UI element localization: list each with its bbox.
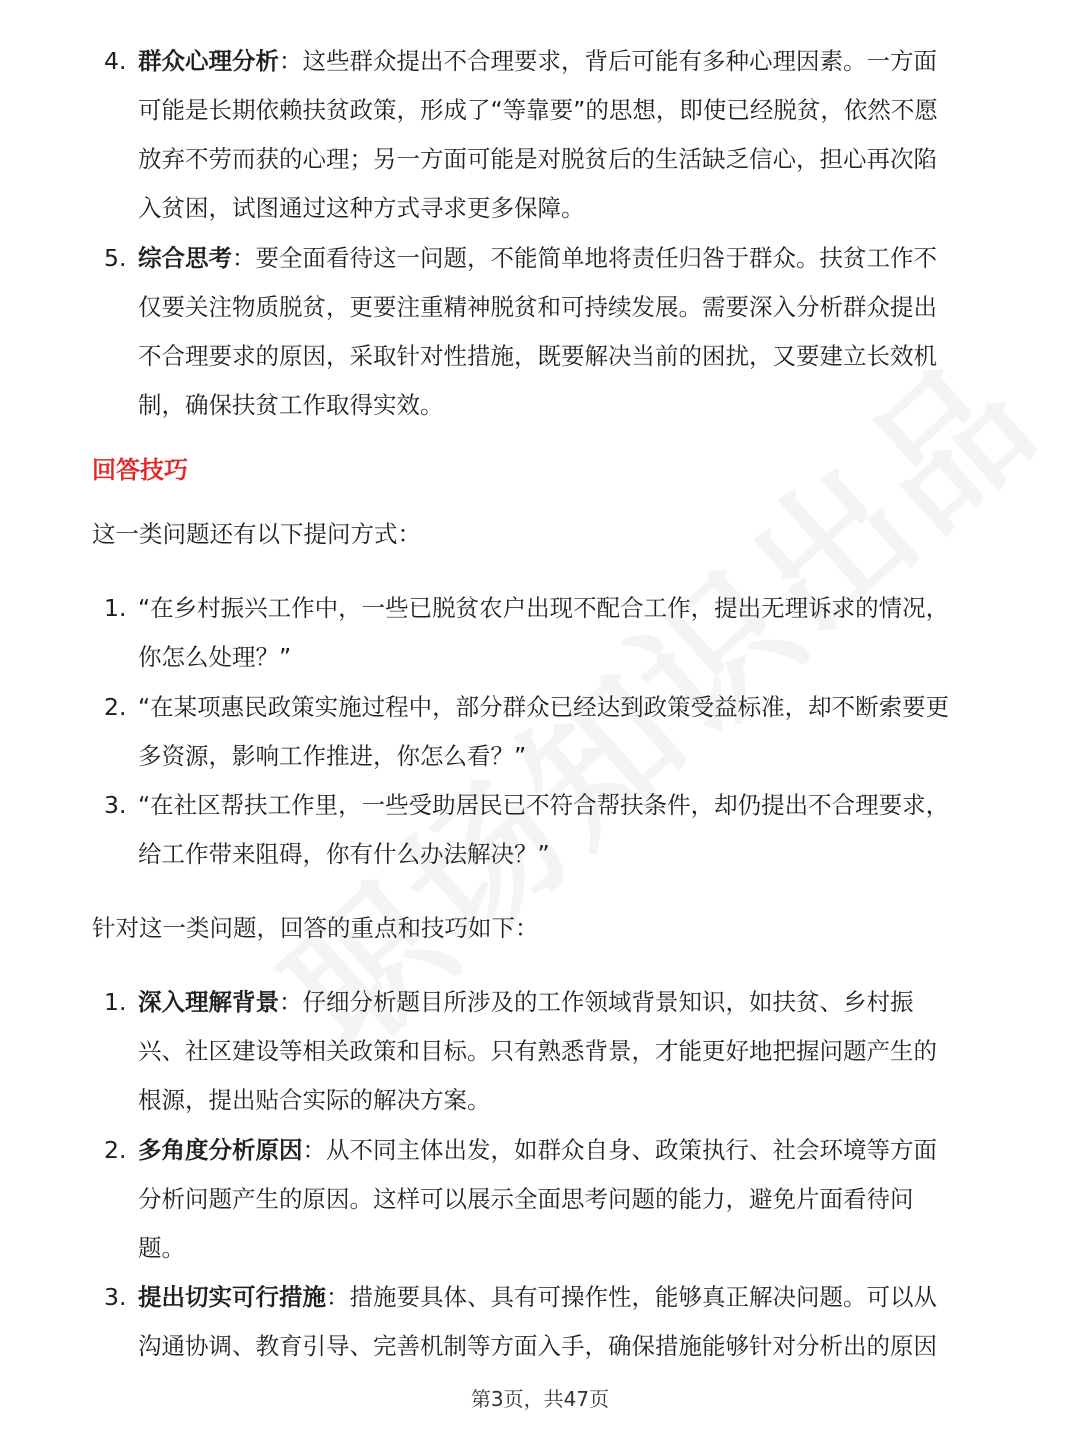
- list-item-line: [138, 241, 937, 275]
- tip-text: ：从不同主体出发，如群众自身、政策执行、社会环境等方面: [302, 1136, 937, 1164]
- intro-text: 这一类问题还有以下提问方式：: [92, 520, 421, 548]
- tip-line: [138, 1280, 937, 1314]
- tip-text: ：措施要具体、具有可操作性，能够真正解决问题。可以从: [326, 1283, 937, 1311]
- tip-line: 题。: [138, 1234, 185, 1262]
- list-number: 1.: [104, 594, 127, 622]
- question-line: “在社区帮扶工作里，一些受助居民已不符合帮扶条件，却仍提出不合理要求，: [138, 791, 950, 819]
- list-item-text: ：这些群众提出不合理要求，背后可能有多种心理因素。一方面: [279, 47, 937, 75]
- tip-text: ：仔细分析题目所涉及的工作领域背景知识，如扶贫、乡村振: [279, 988, 914, 1016]
- tip-line: [138, 1133, 937, 1167]
- list-number: 5.: [104, 244, 127, 272]
- list-item-text: ：要全面看待这一问题，不能简单地将责任归咎于群众。扶贫工作不: [232, 244, 937, 272]
- list-number: 1.: [104, 988, 127, 1016]
- intro-text: 针对这一类问题，回答的重点和技巧如下：: [92, 914, 539, 942]
- question-line: 你怎么处理？”: [138, 643, 292, 671]
- list-item-line: 不合理要求的原因，采取针对性措施，既要解决当前的困扰，又要建立长效机: [138, 342, 937, 370]
- tip-title: 提出切实可行措施: [138, 1283, 326, 1311]
- tip-line: 兴、社区建设等相关政策和目标。只有熟悉背景，才能更好地把握问题产生的: [138, 1037, 937, 1065]
- question-line: “在某项惠民政策实施过程中，部分群众已经达到政策受益标准，却不断索要更: [138, 693, 950, 721]
- list-item-title: 群众心理分析: [138, 47, 279, 75]
- tip-title: 深入理解背景: [138, 988, 279, 1016]
- list-item-line: [138, 44, 937, 78]
- question-line: “在乡村振兴工作中，一些已脱贫农户出现不配合工作，提出无理诉求的情况，: [138, 594, 950, 622]
- list-number: 2.: [104, 693, 127, 721]
- list-item-line: 放弃不劳而获的心理；另一方面可能是对脱贫后的生活缺乏信心，担心再次陷: [138, 145, 937, 173]
- page-number: 第3页，共47页: [470, 1387, 610, 1411]
- list-item-line: 仅要关注物质脱贫，更要注重精神脱贫和可持续发展。需要深入分析群众提出: [138, 293, 937, 321]
- question-line: 多资源，影响工作推进，你怎么看？”: [138, 742, 527, 770]
- list-number: 3.: [104, 1283, 127, 1311]
- tip-line: 分析问题产生的原因。这样可以展示全面思考问题的能力，避免片面看待问: [138, 1185, 914, 1213]
- question-line: 给工作带来阻碍，你有什么办法解决？”: [138, 840, 550, 868]
- list-number: 4.: [104, 47, 127, 75]
- section-heading: 回答技巧: [92, 456, 188, 484]
- tip-line: 沟通协调、教育引导、完善机制等方面入手，确保措施能够针对分析出的原因: [138, 1332, 937, 1360]
- tip-line: 根源，提出贴合实际的解决方案。: [138, 1086, 491, 1114]
- list-item-line: 入贫困，试图通过这种方式寻求更多保障。: [138, 194, 585, 222]
- tip-line: [138, 985, 914, 1019]
- tip-title: 多角度分析原因: [138, 1136, 303, 1164]
- list-item-title: 综合思考: [138, 244, 232, 272]
- list-item-line: 可能是长期依赖扶贫政策，形成了“等靠要”的思想，即使已经脱贫，依然不愿: [138, 96, 938, 124]
- list-number: 2.: [104, 1136, 127, 1164]
- list-number: 3.: [104, 791, 127, 819]
- list-item-line: 制，确保扶贫工作取得实效。: [138, 391, 444, 419]
